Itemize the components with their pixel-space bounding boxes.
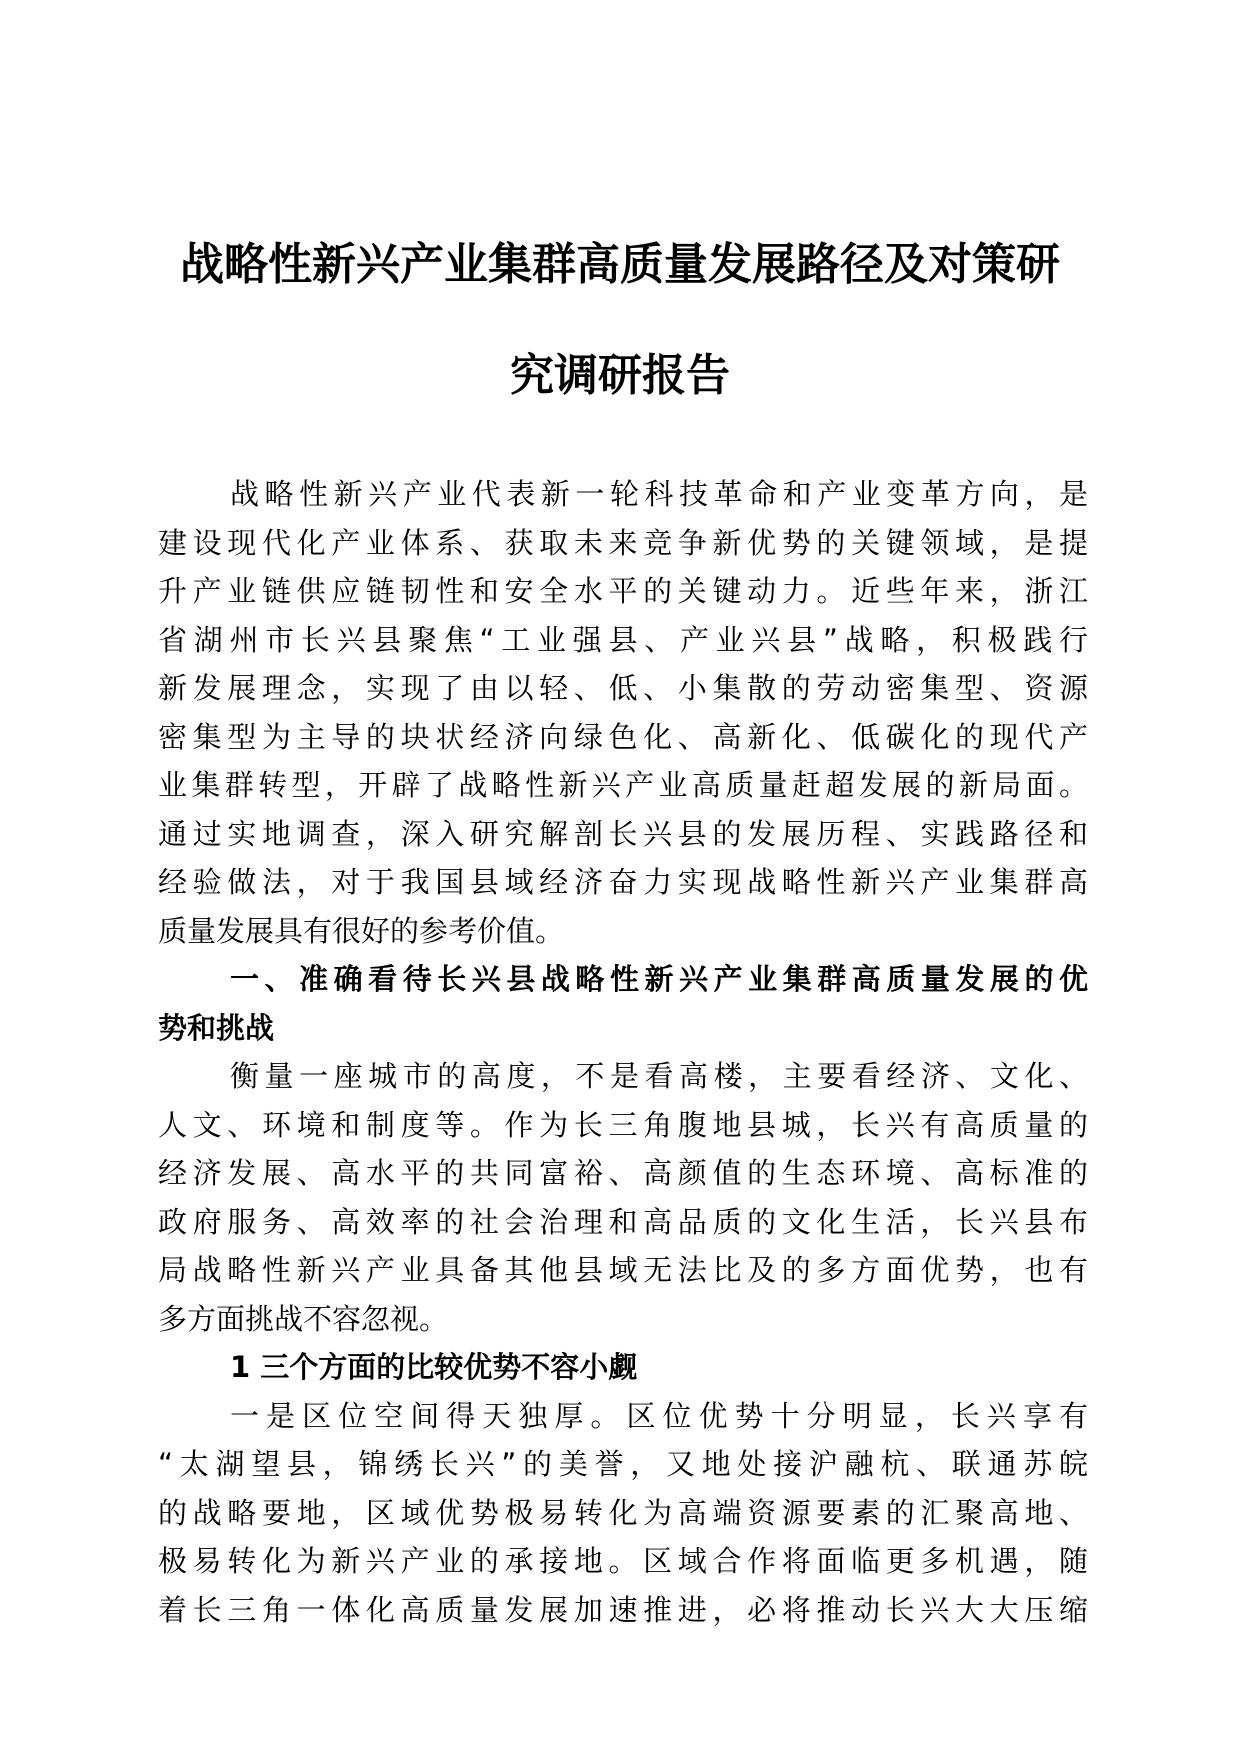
body-line: 通过实地调查，深入研究解剖长兴县的发展历程、实践路径和 [158, 816, 1088, 851]
body-line: 省湖州市长兴县聚焦“工业强县、产业兴县”战略，积极践行 [158, 622, 1088, 657]
document-title-line-2: 究调研报告 [510, 350, 730, 401]
body-line: 经验做法，对于我国县域经济奋力实现战略性新兴产业集群高 [158, 865, 1088, 899]
document-title-line-1: 战略性新兴产业集群高质量发展路径及对策研 [180, 239, 1060, 290]
body-line: 局战略性新兴产业具备其他县域无法比及的多方面优势，也有 [158, 1253, 1088, 1287]
body-line: 极易转化为新兴产业的承接地。区域合作将面临更多机遇，随 [158, 1544, 1088, 1578]
body-line: 密集型为主导的块状经济向绿色化、高新化、低碳化的现代产 [158, 719, 1088, 754]
body-line: 战略性新兴产业代表新一轮科技革命和产业变革方向，是 [230, 477, 1088, 511]
subsection-heading: 1 三个方面的比较优势不容小觑 [230, 1350, 638, 1384]
body-line: 人文、环境和制度等。作为长三角腹地县城，长兴有高质量的 [158, 1107, 1088, 1142]
body-line: 升产业链供应链韧性和安全水平的关键动力。近些年来，浙江 [158, 574, 1088, 608]
document-body [158, 470, 1088, 1634]
body-line: 业集群转型，开辟了战略性新兴产业高质量赶超发展的新局面。 [158, 768, 1088, 802]
body-line: 新发展理念，实现了由以轻、低、小集散的劳动密集型、资源 [158, 671, 1088, 705]
body-line: 经济发展、高水平的共同富裕、高颜值的生态环境、高标准的 [158, 1156, 1088, 1190]
body-line: 衡量一座城市的高度，不是看高楼，主要看经济、文化、 [230, 1059, 1088, 1093]
body-line: 着长三角一体化高质量发展加速推进，必将推动长兴大大压缩 [158, 1592, 1088, 1627]
section-heading-line: 势和挑战 [158, 1010, 275, 1045]
body-line: 建设现代化产业体系、获取未来竞争新优势的关键领域，是提 [158, 525, 1088, 560]
body-line: “太湖望县，锦绣长兴”的美誉，又地处接沪融杭、联通苏皖 [158, 1447, 1088, 1481]
section-heading-line: 一、准确看待长兴县战略性新兴产业集群高质量发展的优 [230, 962, 1088, 996]
body-line: 的战略要地，区域优势极易转化为高端资源要素的汇聚高地、 [158, 1495, 1088, 1530]
body-line: 政府服务、高效率的社会治理和高品质的文化生活，长兴县布 [158, 1204, 1088, 1239]
body-line: 质量发展具有很好的参考价值。 [158, 913, 565, 948]
body-line: 一是区位空间得天独厚。区位优势十分明显，长兴享有 [230, 1398, 1088, 1433]
body-line: 多方面挑战不容忽视。 [158, 1301, 449, 1336]
